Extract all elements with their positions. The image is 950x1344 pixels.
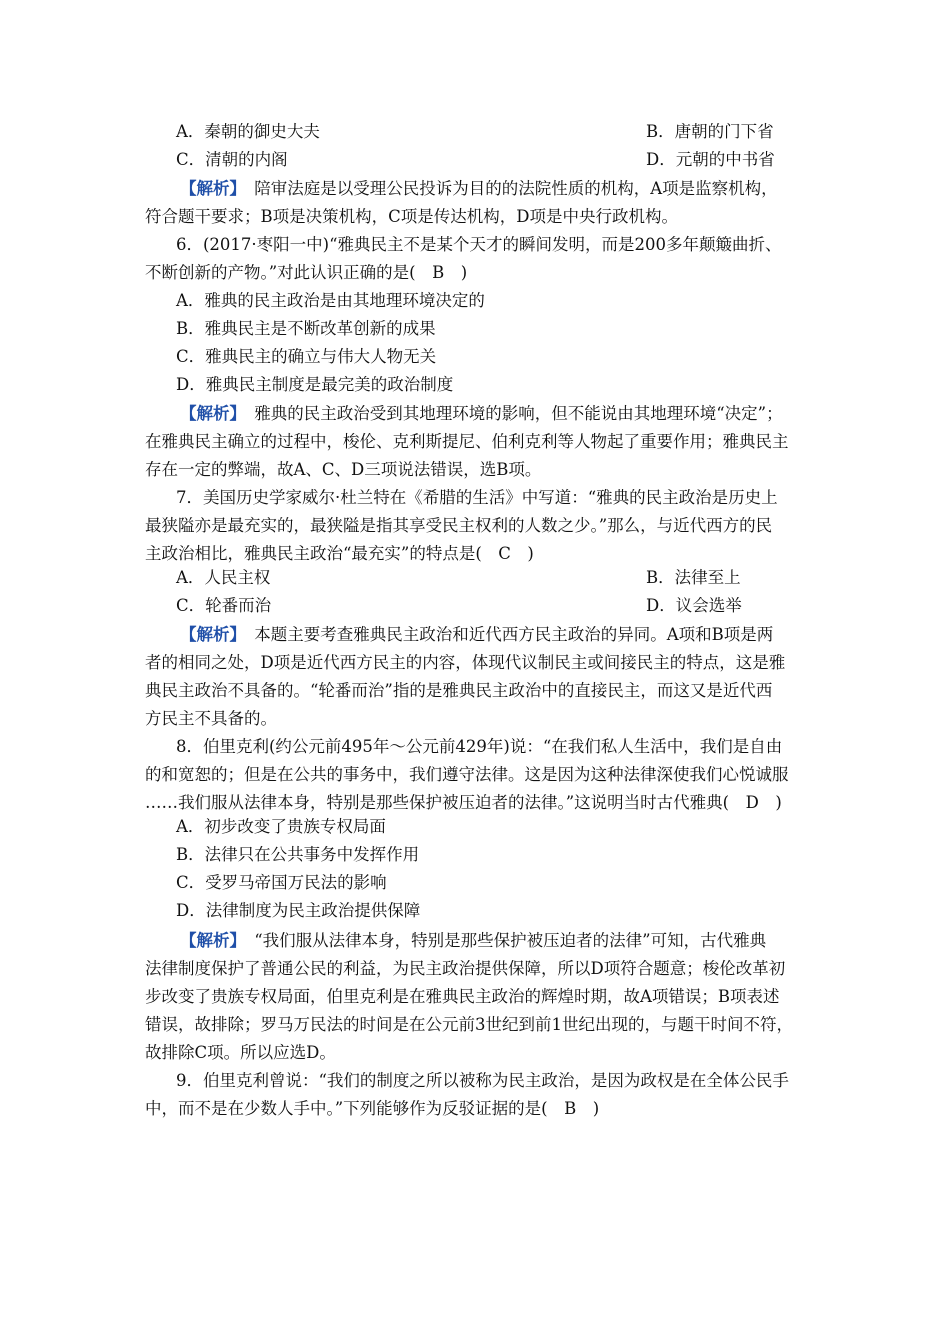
- q6-stem-line-1: 6．(2017·枣阳一中)“雅典民主不是某个天才的瞬间发明，而是200多年颠簸曲折、: [176, 235, 782, 254]
- q5-explanation-line-1: 【解析】 陪审法庭是以受理公民投诉为目的的法院性质的机构，A项是监察机构，: [180, 179, 778, 198]
- q7-explanation-line-4: 方民主不具备的。: [145, 709, 277, 728]
- q6-analysis-tag: 【解析】: [180, 404, 238, 423]
- q8-stem-line-1: 8．伯里克利(约公元前495年～公元前429年)说：“在我们私人生活中，我们是自由: [176, 737, 783, 756]
- q7-option-b: B．法律至上: [646, 568, 741, 587]
- q5-options-row-2: [176, 146, 775, 174]
- q6-explanation-line-3: 存在一定的弊端，故A、C、D三项说法错误，选B项。: [145, 460, 542, 479]
- q6-option-b: B．雅典民主是不断改革创新的成果: [176, 319, 436, 338]
- q5-option-d: D．元朝的中书省: [646, 150, 775, 169]
- q7-explanation-line-2: 者的相同之处，D项是近代西方民主的内容，体现代议制民主或间接民主的特点，这是雅: [145, 653, 786, 672]
- q5-option-c: C．清朝的内阁: [176, 150, 288, 169]
- q5-analysis-tag: 【解析】: [180, 179, 238, 198]
- q6-stem-line-2: 不断创新的产物。”对此认识正确的是( B ): [145, 263, 468, 282]
- q6-option-c: C．雅典民主的确立与伟大人物无关: [176, 347, 437, 366]
- q7-analysis-tag: 【解析】: [180, 625, 238, 644]
- q8-explanation-line-3: 步改变了贵族专权局面，伯里克利是在雅典民主政治的辉煌时期，故A项错误；B项表述: [145, 987, 780, 1006]
- q7-explanation-line-3: 典民主政治不具备的。“轮番而治”指的是雅典民主政治中的直接民主，而这又是近代西: [145, 681, 773, 700]
- q7-option-d: D．议会选举: [646, 596, 742, 615]
- q7-stem-line-1: 7．美国历史学家威尔·杜兰特在《希腊的生活》中写道：“雅典的民主政治是历史上: [176, 488, 778, 507]
- q8-option-b: B．法律只在公共事务中发挥作用: [176, 845, 420, 864]
- q5-options-row-1: [176, 118, 774, 146]
- q8-option-a: A．初步改变了贵族专权局面: [176, 817, 386, 836]
- q8-stem-line-3: ……我们服从法律本身，特别是那些保护被压迫者的法律。”这说明当时古代雅典( D ): [145, 793, 782, 812]
- q8-explanation-line-5: 故排除C项。所以应选D。: [145, 1043, 336, 1062]
- q6-option-d: D．雅典民主制度是最完美的政治制度: [176, 375, 454, 394]
- q8-explanation-line-1: 【解析】 “我们服从法律本身，特别是那些保护被压迫者的法律”可知，古代雅典: [180, 931, 767, 950]
- q6-explanation-line-2: 在雅典民主确立的过程中，梭伦、克利斯提尼、伯利克利等人物起了重要作用；雅典民主: [145, 432, 789, 451]
- q6-option-a: A．雅典的民主政治是由其地理环境决定的: [176, 291, 485, 310]
- q8-option-c: C．受罗马帝国万民法的影响: [176, 873, 387, 892]
- q8-analysis-tag: 【解析】: [180, 931, 238, 950]
- q7-options-row-1: [176, 564, 741, 592]
- q9-stem-line-1: 9．伯里克利曾说：“我们的制度之所以被称为民主政治，是因为政权是在全体公民手: [176, 1071, 789, 1090]
- q8-explanation-line-2: 法律制度保护了普通公民的利益，为民主政治提供保障，所以D项符合题意；梭伦改革初: [145, 959, 786, 978]
- q5-option-b: B．唐朝的门下省: [646, 122, 774, 141]
- q8-explanation-line-4: 错误，故排除；罗马万民法的时间是在公元前3世纪到前1世纪出现的，与题干时间不符，: [145, 1015, 793, 1034]
- q5-explanation-line-2: 符合题干要求；B项是决策机构，C项是传达机构，D项是中央行政机构。: [145, 207, 678, 226]
- q7-option-a: A．人民主权: [176, 568, 271, 587]
- q8-stem-line-2: 的和宽恕的；但是在公共的事务中，我们遵守法律。这是因为这种法律深使我们心悦诚服: [145, 765, 789, 784]
- q8-option-d: D．法律制度为民主政治提供保障: [176, 901, 421, 920]
- q6-explanation-line-1: 【解析】 雅典的民主政治受到其地理环境的影响，但不能说由其地理环境“决定”；: [180, 404, 783, 423]
- q9-stem-line-2: 中，而不是在少数人手中。”下列能够作为反驳证据的是( B ): [145, 1099, 600, 1118]
- q7-options-row-2: [176, 592, 742, 620]
- q7-stem-line-3: 主政治相比，雅典民主政治“最充实”的特点是( C ): [145, 544, 534, 563]
- q7-option-c: C．轮番而治: [176, 596, 272, 615]
- q5-option-a: A．秦朝的御史大夫: [176, 122, 320, 141]
- q7-stem-line-2: 最狭隘亦是最充实的，最狭隘是指其享受民主权利的人数之少。”那么，与近代西方的民: [145, 516, 773, 535]
- q7-explanation-line-1: 【解析】 本题主要考查雅典民主政治和近代西方民主政治的异同。A项和B项是两: [180, 625, 774, 644]
